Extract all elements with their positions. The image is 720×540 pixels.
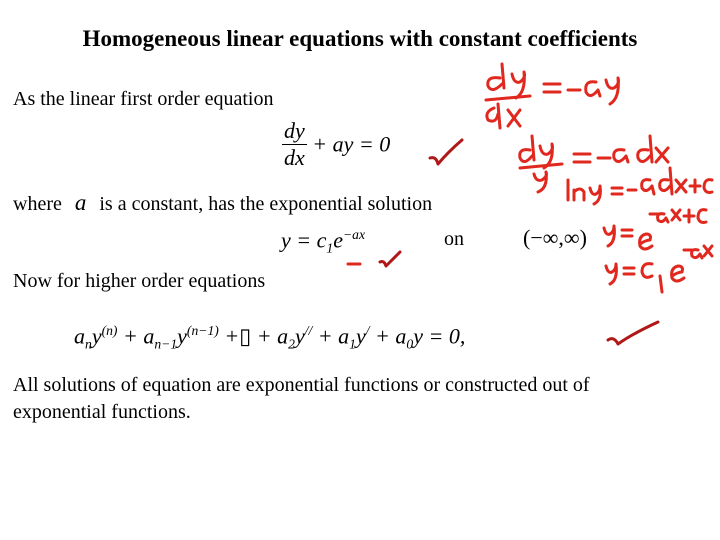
note-final [606, 246, 712, 292]
slide-title: Homogeneous linear equations with constant coefficients [82, 26, 638, 51]
solution-exponent: −ax [342, 227, 366, 242]
term-a0-sub: 0 [406, 336, 414, 352]
term-a1: + a [312, 323, 350, 349]
term-a2-sub: 2 [288, 336, 295, 352]
term-a2-y: y [294, 323, 305, 349]
term-a1-y: y [355, 323, 366, 349]
check-mark-3 [608, 322, 658, 344]
solution-e: e [333, 227, 343, 253]
conclusion-line-2: exponential functions. [13, 401, 191, 423]
solution-equation [281, 227, 365, 257]
higher-order-equation [74, 323, 465, 353]
note-exp [604, 210, 706, 249]
first-order-equation [282, 118, 390, 171]
interval: (−∞,∞) [523, 225, 587, 250]
term-a0-y: y = 0, [413, 323, 466, 349]
term-an-sup: (n) [101, 323, 118, 338]
constant-a: a [74, 190, 87, 215]
where-prefix: where [13, 193, 62, 215]
interval-on: on [444, 228, 464, 250]
term-a1-sub: 1 [349, 336, 356, 352]
term-an-sub: n [85, 336, 92, 352]
intro-text: As the linear first order equation [13, 88, 274, 110]
term-an: a [74, 323, 85, 349]
fraction-denominator: dx [284, 145, 305, 170]
term-an-y: y [91, 323, 102, 349]
term-an1-y: y [177, 323, 187, 349]
check-mark-2 [380, 252, 400, 266]
term-a2: + a [256, 323, 289, 349]
derivative-fraction [282, 118, 307, 171]
term-a2-sup: // [304, 323, 313, 338]
note-separated [520, 136, 668, 192]
higher-order-text: Now for higher order equations [13, 270, 266, 292]
term-ellipsis: +▯ [218, 323, 257, 349]
check-mark-1 [430, 140, 462, 164]
solution-lhs: y = c [281, 227, 327, 253]
conclusion-line-1: All solutions of equation are exponential functions or constructed out of [13, 374, 590, 396]
solution-sub: 1 [326, 240, 334, 256]
where-suffix: is a constant, has the exponential solution [99, 193, 433, 215]
term-an1: + a [117, 323, 155, 349]
term-a0: + a [369, 323, 407, 349]
term-a1-sup: / [365, 323, 370, 338]
equation-rest: + ay = 0 [312, 131, 391, 157]
term-an1-sub: n−1 [154, 336, 178, 352]
note-dydx [486, 64, 619, 128]
note-log [568, 168, 712, 204]
fraction-numerator: dy [284, 118, 305, 143]
term-an1-sup: (n−1) [186, 323, 219, 338]
where-line [13, 190, 432, 216]
